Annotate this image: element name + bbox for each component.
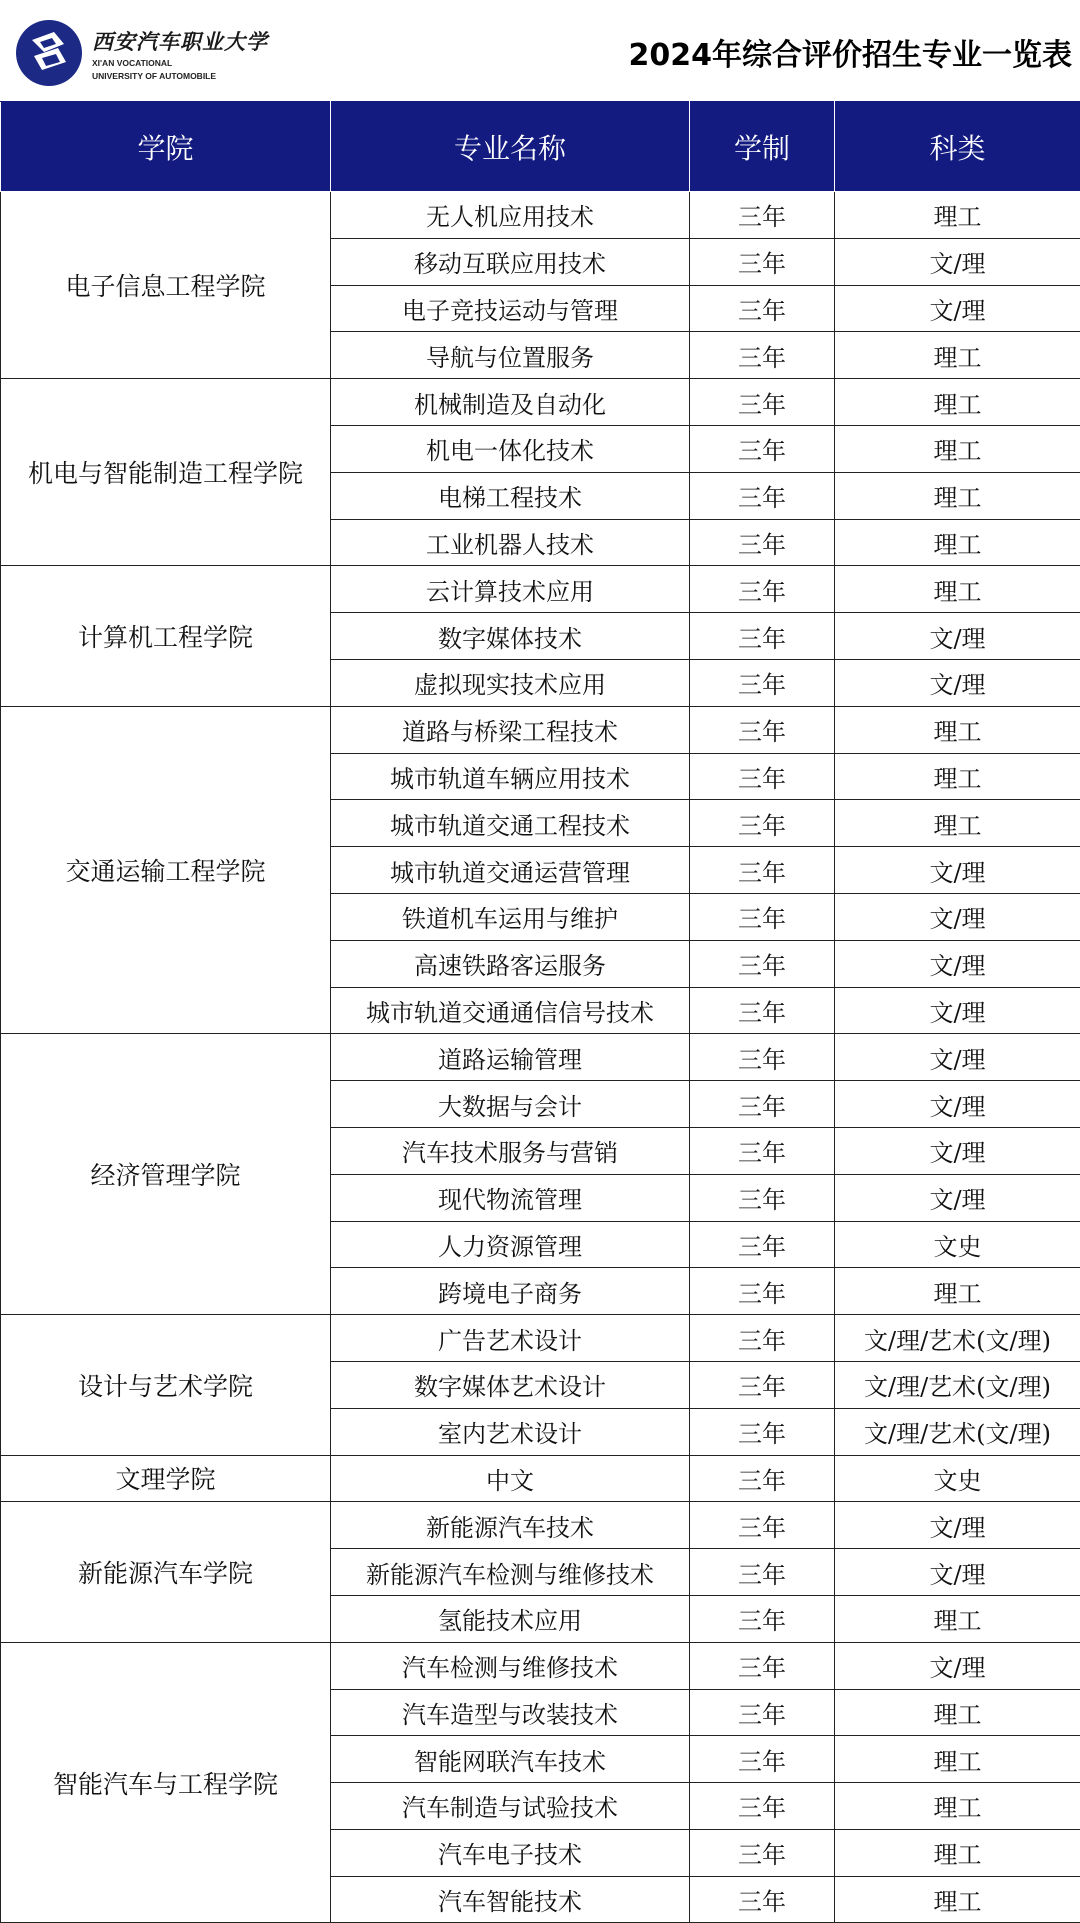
duration-cell: 三年	[690, 519, 835, 566]
major-name-cell: 城市轨道交通工程技术	[331, 800, 690, 847]
duration-cell: 三年	[690, 472, 835, 519]
duration-cell: 三年	[690, 1829, 835, 1876]
column-header-college: 学院	[1, 102, 331, 192]
major-name-cell: 数字媒体艺术设计	[331, 1361, 690, 1408]
duration-cell: 三年	[690, 613, 835, 660]
major-name-cell: 工业机器人技术	[331, 519, 690, 566]
table-row	[1, 706, 1080, 753]
category-cell: 文/理	[835, 1127, 1080, 1174]
duration-cell: 三年	[690, 1876, 835, 1923]
major-name-cell: 机电一体化技术	[331, 425, 690, 472]
table-row	[1, 379, 1080, 426]
duration-cell: 三年	[690, 425, 835, 472]
majors-table	[0, 101, 1080, 1923]
category-cell: 理工	[835, 192, 1080, 239]
major-name-cell: 汽车智能技术	[331, 1876, 690, 1923]
school-name-en-line1: XI'AN VOCATIONAL	[92, 58, 262, 69]
college-cell: 新能源汽车学院	[1, 1502, 331, 1642]
major-name-cell: 道路运输管理	[331, 1034, 690, 1081]
major-name-cell: 汽车制造与试验技术	[331, 1783, 690, 1830]
major-name-cell: 室内艺术设计	[331, 1408, 690, 1455]
duration-cell: 三年	[690, 659, 835, 706]
category-cell: 文/理	[835, 613, 1080, 660]
duration-cell: 三年	[690, 1783, 835, 1830]
duration-cell: 三年	[690, 847, 835, 894]
major-name-cell: 人力资源管理	[331, 1221, 690, 1268]
duration-cell: 三年	[690, 1408, 835, 1455]
major-name-cell: 大数据与会计	[331, 1081, 690, 1128]
category-cell: 理工	[835, 332, 1080, 379]
major-name-cell: 虚拟现实技术应用	[331, 659, 690, 706]
duration-cell: 三年	[690, 1221, 835, 1268]
college-cell: 设计与艺术学院	[1, 1315, 331, 1455]
duration-cell: 三年	[690, 800, 835, 847]
college-cell: 交通运输工程学院	[1, 706, 331, 1034]
category-cell: 理工	[835, 425, 1080, 472]
category-cell: 文/理	[835, 1081, 1080, 1128]
duration-cell: 三年	[690, 893, 835, 940]
table-row	[1, 1034, 1080, 1081]
table-header-row	[1, 102, 1080, 192]
major-name-cell: 数字媒体技术	[331, 613, 690, 660]
duration-cell: 三年	[690, 1689, 835, 1736]
major-name-cell: 广告艺术设计	[331, 1315, 690, 1362]
column-header-duration: 学制	[690, 102, 835, 192]
category-cell: 理工	[835, 1689, 1080, 1736]
category-cell: 文/理/艺术(文/理)	[835, 1408, 1080, 1455]
column-header-category: 科类	[835, 102, 1080, 192]
major-name-cell: 氢能技术应用	[331, 1595, 690, 1642]
school-name-cn: 西安汽车职业大学	[92, 26, 262, 56]
college-cell: 计算机工程学院	[1, 566, 331, 706]
duration-cell: 三年	[690, 1502, 835, 1549]
table-row	[1, 566, 1080, 613]
duration-cell: 三年	[690, 285, 835, 332]
category-cell: 理工	[835, 566, 1080, 613]
major-name-cell: 云计算技术应用	[331, 566, 690, 613]
duration-cell: 三年	[690, 1315, 835, 1362]
page-header	[0, 0, 1080, 101]
category-cell: 理工	[835, 519, 1080, 566]
category-cell: 理工	[835, 379, 1080, 426]
duration-cell: 三年	[690, 332, 835, 379]
category-cell: 文/理	[835, 285, 1080, 332]
college-cell: 电子信息工程学院	[1, 192, 331, 379]
major-name-cell: 现代物流管理	[331, 1174, 690, 1221]
college-cell: 文理学院	[1, 1455, 331, 1502]
major-name-cell: 机械制造及自动化	[331, 379, 690, 426]
duration-cell: 三年	[690, 1549, 835, 1596]
duration-cell: 三年	[690, 1034, 835, 1081]
major-name-cell: 汽车技术服务与营销	[331, 1127, 690, 1174]
category-cell: 理工	[835, 706, 1080, 753]
table-row	[1, 1642, 1080, 1689]
duration-cell: 三年	[690, 1736, 835, 1783]
major-name-cell: 城市轨道车辆应用技术	[331, 753, 690, 800]
table-row	[1, 1315, 1080, 1362]
major-name-cell: 电子竞技运动与管理	[331, 285, 690, 332]
category-cell: 文史	[835, 1221, 1080, 1268]
duration-cell: 三年	[690, 1081, 835, 1128]
category-cell: 文/理	[835, 1549, 1080, 1596]
duration-cell: 三年	[690, 566, 835, 613]
major-name-cell: 城市轨道交通运营管理	[331, 847, 690, 894]
college-cell: 机电与智能制造工程学院	[1, 379, 331, 566]
major-name-cell: 跨境电子商务	[331, 1268, 690, 1315]
category-cell: 文/理/艺术(文/理)	[835, 1315, 1080, 1362]
major-name-cell: 移动互联应用技术	[331, 238, 690, 285]
major-name-cell: 城市轨道交通通信信号技术	[331, 987, 690, 1034]
duration-cell: 三年	[690, 753, 835, 800]
category-cell: 文/理	[835, 987, 1080, 1034]
major-name-cell: 中文	[331, 1455, 690, 1502]
category-cell: 理工	[835, 1736, 1080, 1783]
category-cell: 文/理	[835, 1502, 1080, 1549]
major-name-cell: 新能源汽车检测与维修技术	[331, 1549, 690, 1596]
column-header-major-name: 专业名称	[331, 102, 690, 192]
major-name-cell: 汽车检测与维修技术	[331, 1642, 690, 1689]
duration-cell: 三年	[690, 987, 835, 1034]
duration-cell: 三年	[690, 379, 835, 426]
table-row	[1, 1455, 1080, 1502]
duration-cell: 三年	[690, 238, 835, 285]
duration-cell: 三年	[690, 1268, 835, 1315]
major-name-cell: 高速铁路客运服务	[331, 940, 690, 987]
duration-cell: 三年	[690, 1361, 835, 1408]
major-name-cell: 导航与位置服务	[331, 332, 690, 379]
category-cell: 理工	[835, 753, 1080, 800]
duration-cell: 三年	[690, 1642, 835, 1689]
table-body	[1, 192, 1080, 1923]
college-cell: 经济管理学院	[1, 1034, 331, 1315]
duration-cell: 三年	[690, 1174, 835, 1221]
category-cell: 理工	[835, 1876, 1080, 1923]
major-name-cell: 新能源汽车技术	[331, 1502, 690, 1549]
duration-cell: 三年	[690, 1127, 835, 1174]
category-cell: 文/理	[835, 1642, 1080, 1689]
duration-cell: 三年	[690, 1455, 835, 1502]
category-cell: 理工	[835, 1783, 1080, 1830]
school-name	[92, 26, 262, 82]
major-name-cell: 汽车造型与改装技术	[331, 1689, 690, 1736]
category-cell: 理工	[835, 472, 1080, 519]
category-cell: 文史	[835, 1455, 1080, 1502]
document-title: 2024年综合评价招生专业一览表	[629, 30, 1073, 74]
major-name-cell: 智能网联汽车技术	[331, 1736, 690, 1783]
category-cell: 文/理/艺术(文/理)	[835, 1361, 1080, 1408]
duration-cell: 三年	[690, 706, 835, 753]
school-name-en-line2: UNIVERSITY OF AUTOMOBILE	[92, 71, 262, 82]
college-cell: 智能汽车与工程学院	[1, 1642, 331, 1923]
category-cell: 理工	[835, 1595, 1080, 1642]
duration-cell: 三年	[690, 1595, 835, 1642]
table-row	[1, 192, 1080, 239]
duration-cell: 三年	[690, 192, 835, 239]
category-cell: 文/理	[835, 893, 1080, 940]
category-cell: 文/理	[835, 238, 1080, 285]
category-cell: 文/理	[835, 659, 1080, 706]
major-name-cell: 汽车电子技术	[331, 1829, 690, 1876]
category-cell: 理工	[835, 1268, 1080, 1315]
major-name-cell: 铁道机车运用与维护	[331, 893, 690, 940]
major-name-cell: 电梯工程技术	[331, 472, 690, 519]
category-cell: 理工	[835, 1829, 1080, 1876]
category-cell: 文/理	[835, 1174, 1080, 1221]
category-cell: 文/理	[835, 940, 1080, 987]
category-cell: 文/理	[835, 847, 1080, 894]
school-logo-icon	[14, 18, 84, 88]
table-row	[1, 1502, 1080, 1549]
major-name-cell: 道路与桥梁工程技术	[331, 706, 690, 753]
category-cell: 理工	[835, 800, 1080, 847]
duration-cell: 三年	[690, 940, 835, 987]
category-cell: 文/理	[835, 1034, 1080, 1081]
major-name-cell: 无人机应用技术	[331, 192, 690, 239]
